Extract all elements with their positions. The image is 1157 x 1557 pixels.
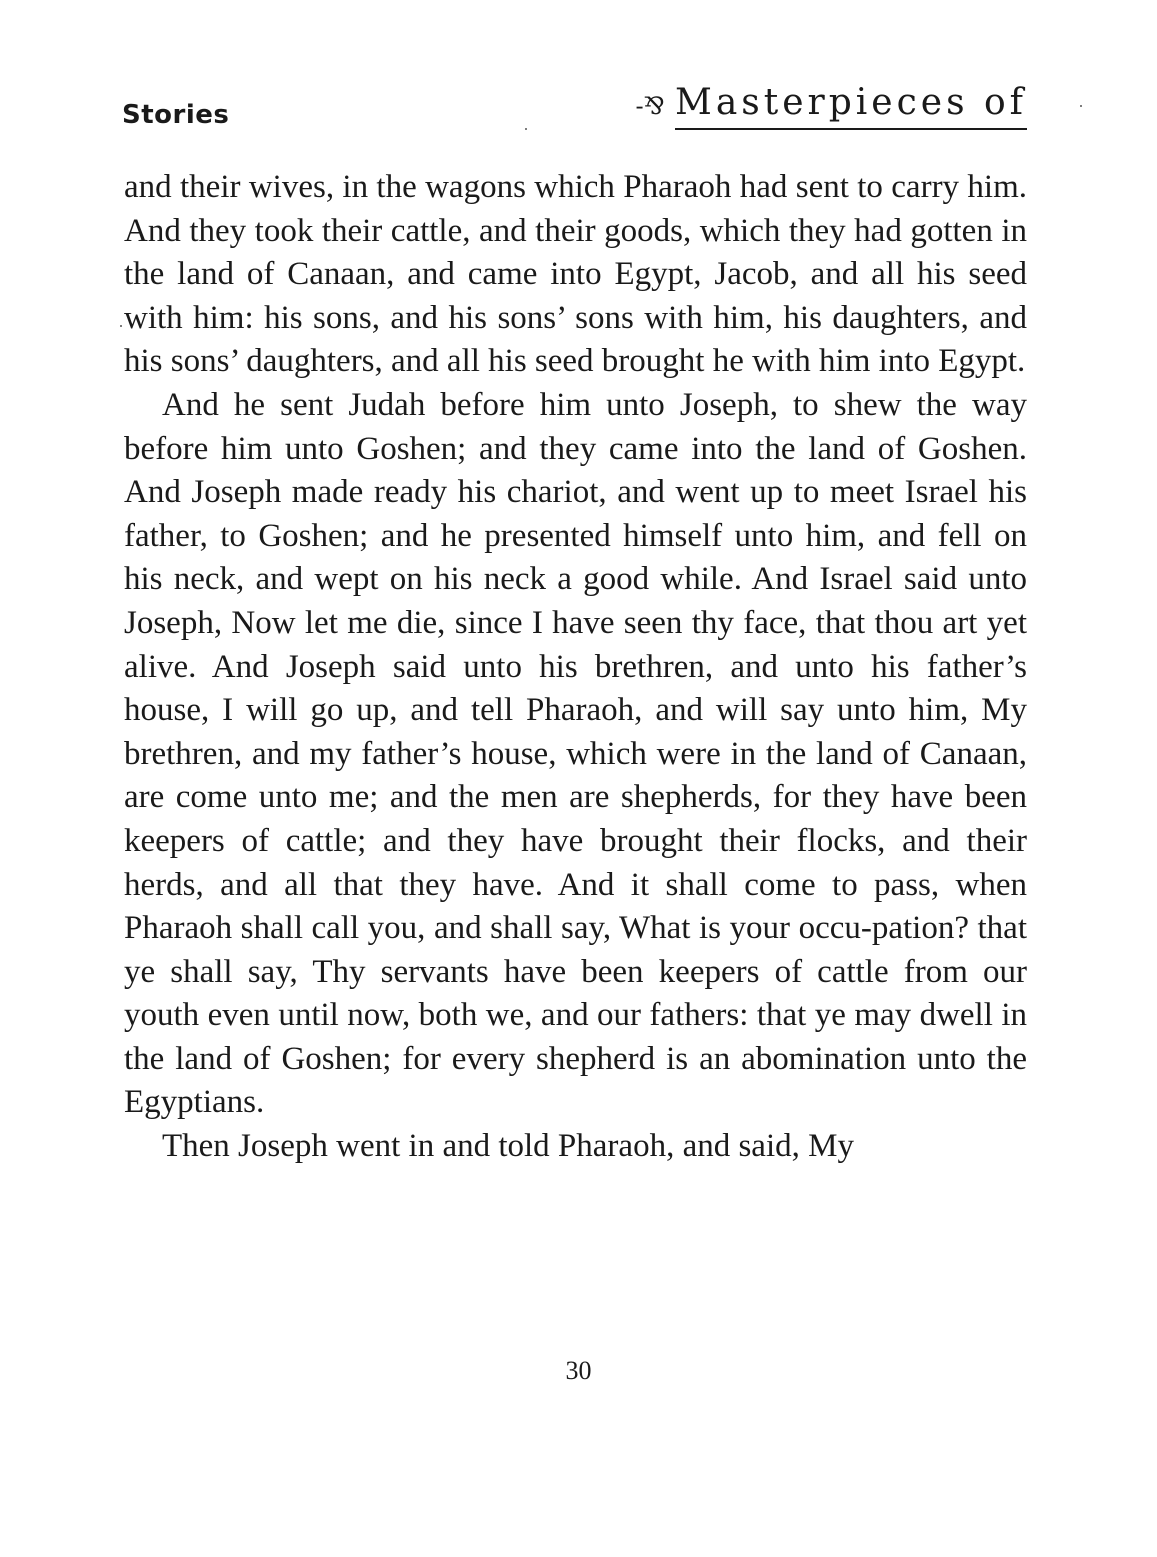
paragraph-3: Then Joseph went in and told Pharaoh, and said, My xyxy=(162,1128,854,1165)
paragraph-1: and their wives, in the wagons which Pharaoh had sent to carry him. And they took their cattle, and their goods, which they had gotten in the land of Canaan, and came into Egypt, Jacob, and all his seed with him: his sons, and his sons’ sons with him, his daughters, and his sons’ daughters, and all his seed brought he with him into Egypt. xyxy=(124,169,1027,380)
ornament-icon: -⅋ xyxy=(635,92,665,120)
scan-speck xyxy=(1080,105,1082,107)
scan-speck xyxy=(120,325,122,327)
header-rule xyxy=(675,128,1027,130)
running-head-right xyxy=(635,82,1027,123)
body-text xyxy=(124,166,1027,1169)
page-number: 30 xyxy=(565,1356,592,1385)
running-head-title: Masterpieces of xyxy=(674,82,1027,123)
paragraph-2: And he sent Judah before him unto Joseph, to shew the way before him unto Goshen; and they came into the land of Goshen. And Joseph made ready his chariot, and went up to meet Israel his father, to Goshen; and he presented himself unto him, and fell on his neck, and wept on his neck a good while. And Israel said unto Joseph, Now let me die, since I have seen thy face, that thou art yet alive. And Joseph said unto his brethren, and unto his father’s house, I will go up, and tell Pharaoh, and will say unto him, My brethren, and my father’s house, which were in the land of Canaan, are come unto me; and the men are shepherds, for they have been keepers of cattle; and they have brought their flocks, and their herds, and all that they have. And it shall come to pass, when Pharaoh shall call you, and shall say, What is your occu-pation? that ye shall say, Thy servants have been keepers of cattle from our youth even until now, both we, and our fathers: that ye may dwell in the land of Goshen; for every shepherd is an abomination unto the Egyptians. xyxy=(124,386,1027,1121)
running-head-left: Stories xyxy=(122,100,230,130)
scan-speck xyxy=(525,128,527,130)
